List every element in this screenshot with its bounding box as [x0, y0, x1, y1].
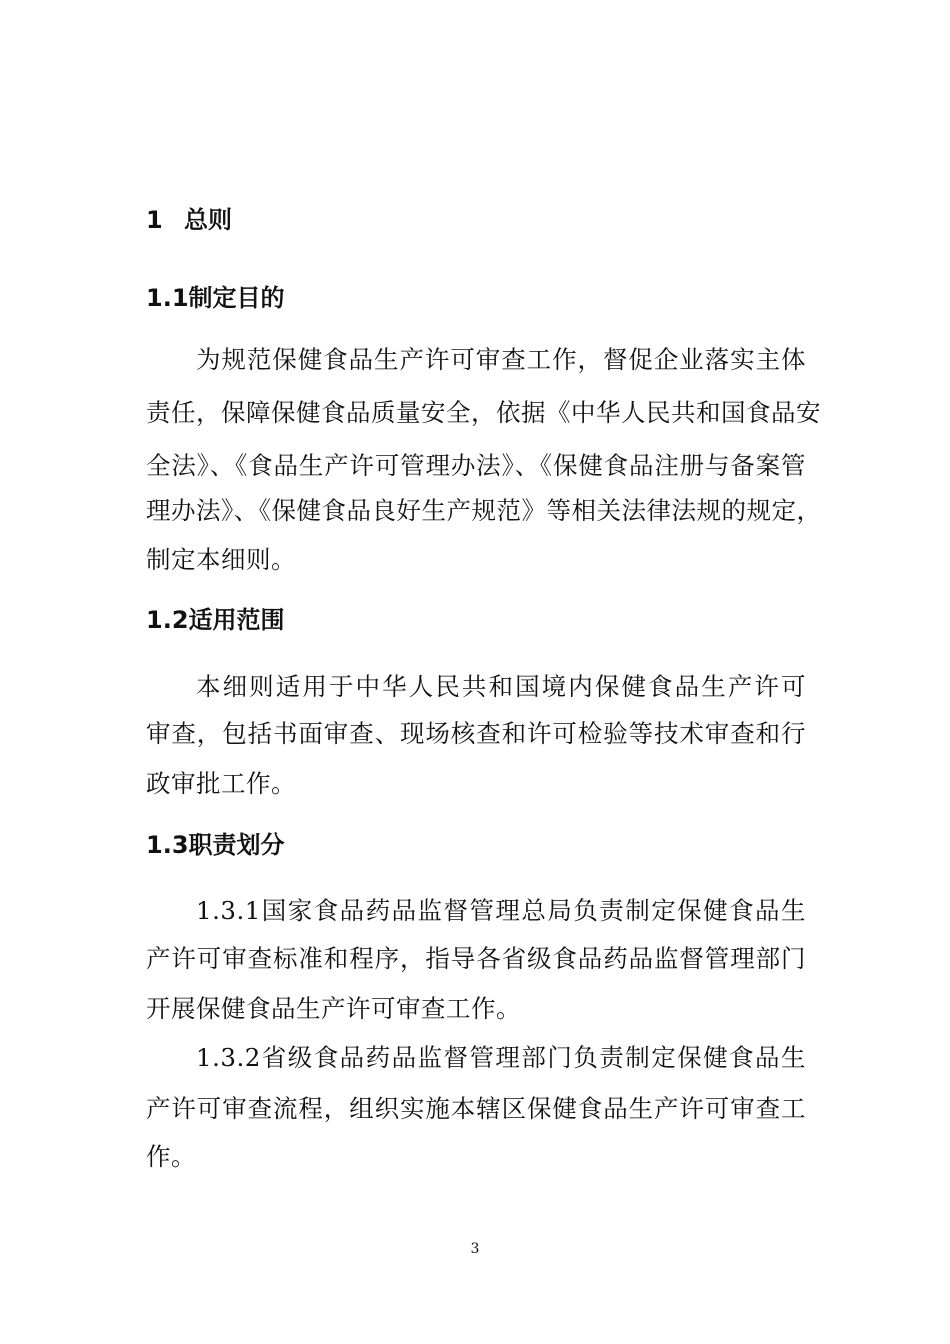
paragraph-line: 产许可审查流程，组织实施本辖区保健食品生产许可审查工	[146, 1094, 806, 1123]
paragraph-line: 1.3.1国家食品药品监督管理总局负责制定保健食品生	[196, 896, 806, 925]
section-number: 1	[146, 206, 163, 234]
page-number: 3	[470, 1241, 480, 1257]
subsection-heading-1-1: 1.1制定目的	[146, 284, 285, 312]
paragraph-line: 政审批工作。	[146, 769, 296, 798]
paragraph-line: 审查，包括书面审查、现场核查和许可检验等技术审查和行	[146, 719, 806, 748]
paragraph-line: 全法》、《食品生产许可管理办法》、《保健食品注册与备案管	[146, 451, 806, 480]
subsection-heading-1-2: 1.2适用范围	[146, 606, 285, 634]
section-heading	[146, 204, 232, 236]
paragraph-line: 为规范保健食品生产许可审查工作，督促企业落实主体	[196, 345, 806, 374]
paragraph-line: 1.3.2省级食品药品监督管理部门负责制定保健食品生	[196, 1043, 806, 1072]
paragraph-line: 开展保健食品生产许可审查工作。	[146, 994, 521, 1023]
subsection-heading-1-3: 1.3职责划分	[146, 831, 285, 859]
paragraph-line: 责任，保障保健食品质量安全，依据《中华人民共和国食品安	[146, 398, 821, 427]
paragraph-line: 制定本细则。	[146, 545, 296, 574]
paragraph-line: 作。	[146, 1142, 196, 1171]
paragraph-line: 理办法》、《保健食品良好生产规范》等相关法律法规的规定，	[146, 496, 822, 525]
paragraph-line: 产许可审查标准和程序，指导各省级食品药品监督管理部门	[146, 944, 806, 973]
section-title: 总则	[184, 206, 232, 234]
paragraph-line: 本细则适用于中华人民共和国境内保健食品生产许可	[196, 672, 806, 701]
